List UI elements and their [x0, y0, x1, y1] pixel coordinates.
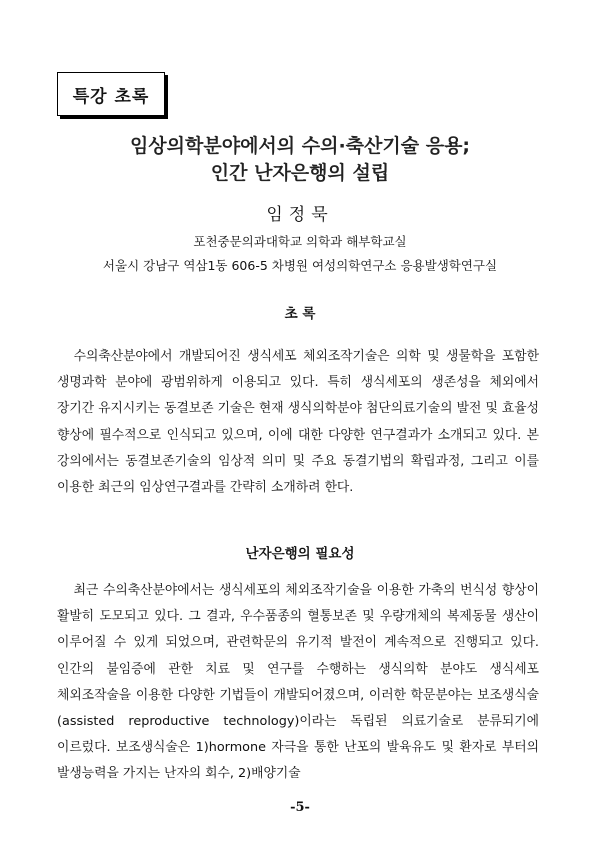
abstract-heading: 초 록	[284, 306, 316, 322]
abstract-paragraph: 수의축산분야에서 개발되어진 생식세포 체외조작기술은 의학 및 생물학을 포함한 생명과학 분야에 광범위하게 이용되고 있다. 특히 생식세포의 생존성을 체외에서 장기간 유지시키는 동결보존 기술은 현재 생식의학분야 첨단의료기술의 발전 및 효율성 향상에 필수적으로 인식되고 있으며, 이에 대한 다양한 연구결과가 소개되고 있다. 본 강의에서는 동결보존기술의 임상적 의미 및 주요 동결기법의 확립과정, 그리고 이를 이용한 최근의 임상연구결과를 간략히 소개하려 한다.	[57, 349, 539, 496]
paper-title-line-2: 인간 난자은행의 설립	[210, 162, 390, 184]
section-heading: 난자은행의 필요성	[245, 546, 355, 562]
section-label: 특강 초록	[72, 86, 150, 107]
section-label-box	[57, 72, 165, 116]
paper-title-line-1: 임상의학분야에서의 수의·축산기술 응용;	[129, 135, 471, 157]
author-name: 임정묵	[266, 205, 334, 225]
affiliation-line-2: 서울시 강남구 역삼1동 606-5 차병원 여성의학연구소 응용발생학연구실	[102, 258, 498, 273]
page-number: -5-	[290, 800, 310, 815]
body-paragraph: 최근 수의축산분야에서는 생식세포의 체외조작기술을 이용한 가축의 번식성 향상이 활발히 도모되고 있다. 그 결과, 우수품종의 혈통보존 및 우량개체의 복제동물 생산이 이루어질 수 있게 되었으며, 관련학문의 유기적 발전이 계속적으로 진행되고 있다. 인간의 불임증에 관한 치료 및 연구를 수행하는 생식의학 분야도 생식세포 체외조작술을 이용한 다양한 기법들이 개발되어졌으며, 이러한 학문분야는 보조생식술(assisted reproductive technology)이라는 독립된 의료기술로 분류되기에 이르렀다. 보조생식술은 1)hormone 자극을 통한 난포의 발육유도 및 환자로 부터의 발생능력을 가지는 난자의 회수, 2)배양기술	[57, 583, 539, 782]
affiliation-line-1: 포천중문의과대학교 의학과 해부학교실	[193, 234, 407, 249]
